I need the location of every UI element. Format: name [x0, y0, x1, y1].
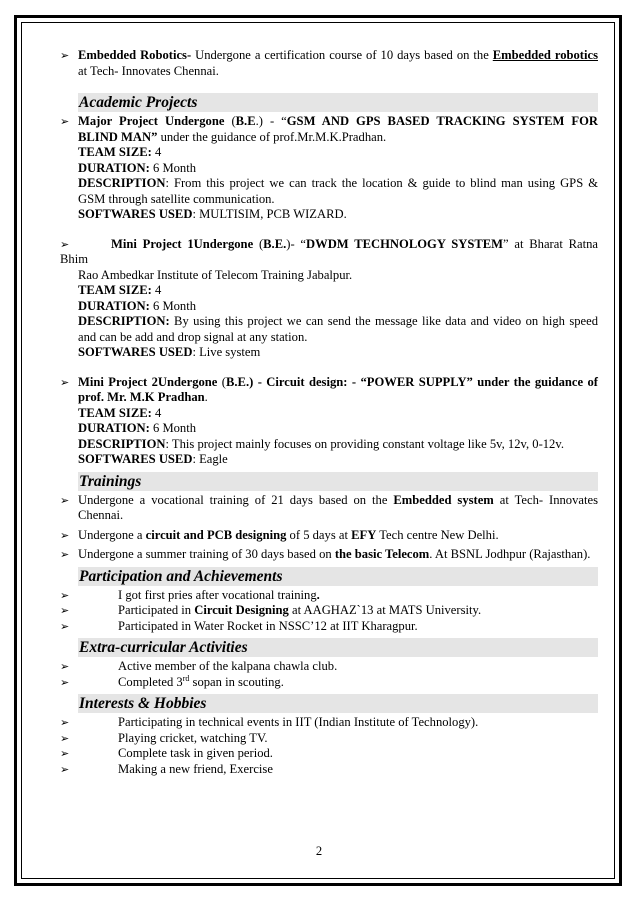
training-item-2: ➢ Undergone a circuit and PCB designing of 5 days at EFY Tech centre New Delhi. [60, 527, 499, 542]
section-heading-extracurricular: Extra-curricular Activities [78, 638, 598, 657]
mini2-team-size: TEAM SIZE: 4 [78, 405, 162, 420]
major-duration: DURATION: 6 Month [78, 160, 197, 175]
arrow-bullet-icon: ➢ [60, 49, 70, 62]
mini1-team-size: TEAM SIZE: 4 [78, 283, 162, 297]
arrow-bullet-icon: ➢ [60, 716, 70, 729]
mini-project-1-item: ➢ Mini Project 1Undergone (B.E.)- “DWDM TECHNOLOGY SYSTEM” at Bharat Ratna [60, 236, 598, 251]
resume-content [60, 48, 598, 777]
achievement-item-2: ➢ Participated in Circuit Designing at AAGHAZ`13 at MATS University. [60, 603, 482, 617]
major-software: SOFTWARES USED: MULTISIM, PCB WIZARD. [78, 207, 347, 221]
mini2-software: SOFTWARES USED: Eagle [78, 452, 228, 466]
interest-item-2: ➢ Playing cricket, watching TV. [60, 730, 268, 745]
embedded-robotics-link: Embedded robotics [492, 48, 598, 62]
extra-item-1: ➢ Active member of the kalpana chawla club. [60, 659, 338, 673]
training-item-3: ➢ Undergone a summer training of 30 days based on the basic Telecom. At BSNL Jodhpur (Rajasthan). [60, 547, 591, 561]
interest-item-1: ➢ Participating in technical events in IIT (Indian Institute of Technology). [60, 715, 479, 729]
embedded-robotics-item: ➢ Embedded Robotics- Undergone a certification course of 10 days based on the Embedded robotics at Tech- Innovates Chennai. [60, 48, 598, 78]
arrow-bullet-icon: ➢ [60, 375, 70, 389]
mini2-duration: DURATION: 6 Month [78, 421, 197, 435]
training-item-1: ➢ Undergone a vocational training of 21 days based on the Embedded system at Tech- Innovates Chennai. [60, 492, 598, 522]
mini2-description: DESCRIPTION: This project mainly focuses on providing constant voltage like 5v, 12v, 0-12v. [78, 436, 564, 451]
mini-project-1-line3: Rao Ambedkar Institute of Telecom Training Jabalpur. [78, 267, 353, 282]
interest-item-4: ➢ Making a new friend, Exercise [60, 761, 273, 776]
arrow-bullet-icon: ➢ [60, 604, 70, 617]
mini1-duration: DURATION: 6 Month [78, 298, 197, 313]
major-team-size: TEAM SIZE: 4 [78, 145, 162, 159]
mini-project-2-item: ➢ Mini Project 2Undergone (B.E.) - Circuit design: - “POWER SUPPLY” under the guidance of prof. Mr. M.K Pradhan. [60, 374, 598, 404]
arrow-bullet-icon: ➢ [60, 588, 70, 602]
achievement-item-1: ➢ I got first pries after vocational training. [60, 587, 320, 602]
mini1-software: SOFTWARES USED: Live system [78, 345, 261, 359]
arrow-bullet-icon: ➢ [60, 675, 70, 689]
arrow-bullet-icon: ➢ [60, 237, 70, 251]
interest-item-3: ➢ Complete task in given period. [60, 746, 273, 760]
major-project-item: ➢ Major Project Undergone (B.E.) - “GSM AND GPS BASED TRACKING SYSTEM FOR BLIND MAN” under the guidance of prof.Mr.M.K.Pradhan. [60, 114, 598, 144]
mini1-description: DESCRIPTION: By using this project we can send the message like data and video on high speed and can be add and drop signal at any station. [78, 314, 598, 344]
arrow-bullet-icon: ➢ [60, 747, 70, 760]
section-heading-academic: Academic Projects [78, 93, 598, 112]
mini-project-1-line2: Bhim [60, 252, 88, 266]
arrow-bullet-icon: ➢ [60, 619, 70, 633]
achievement-item-3: ➢ Participated in Water Rocket in NSSC’12 at IIT Kharagpur. [60, 618, 418, 633]
arrow-bullet-icon: ➢ [60, 762, 70, 776]
page-number: 2 [315, 844, 323, 858]
arrow-bullet-icon: ➢ [60, 731, 70, 745]
section-heading-trainings: Trainings [78, 472, 598, 491]
arrow-bullet-icon: ➢ [60, 493, 70, 507]
section-heading-participation: Participation and Achievements [78, 567, 598, 586]
arrow-bullet-icon: ➢ [60, 528, 70, 542]
arrow-bullet-icon: ➢ [60, 548, 70, 561]
extra-item-2: ➢ Completed 3rd sopan in scouting. [60, 673, 284, 689]
arrow-bullet-icon: ➢ [60, 115, 70, 128]
section-heading-interests: Interests & Hobbies [78, 694, 598, 713]
major-description: DESCRIPTION: From this project we can track the location & guide to blind man using GPS & GSM through satellite communication. [78, 176, 598, 206]
arrow-bullet-icon: ➢ [60, 660, 70, 673]
